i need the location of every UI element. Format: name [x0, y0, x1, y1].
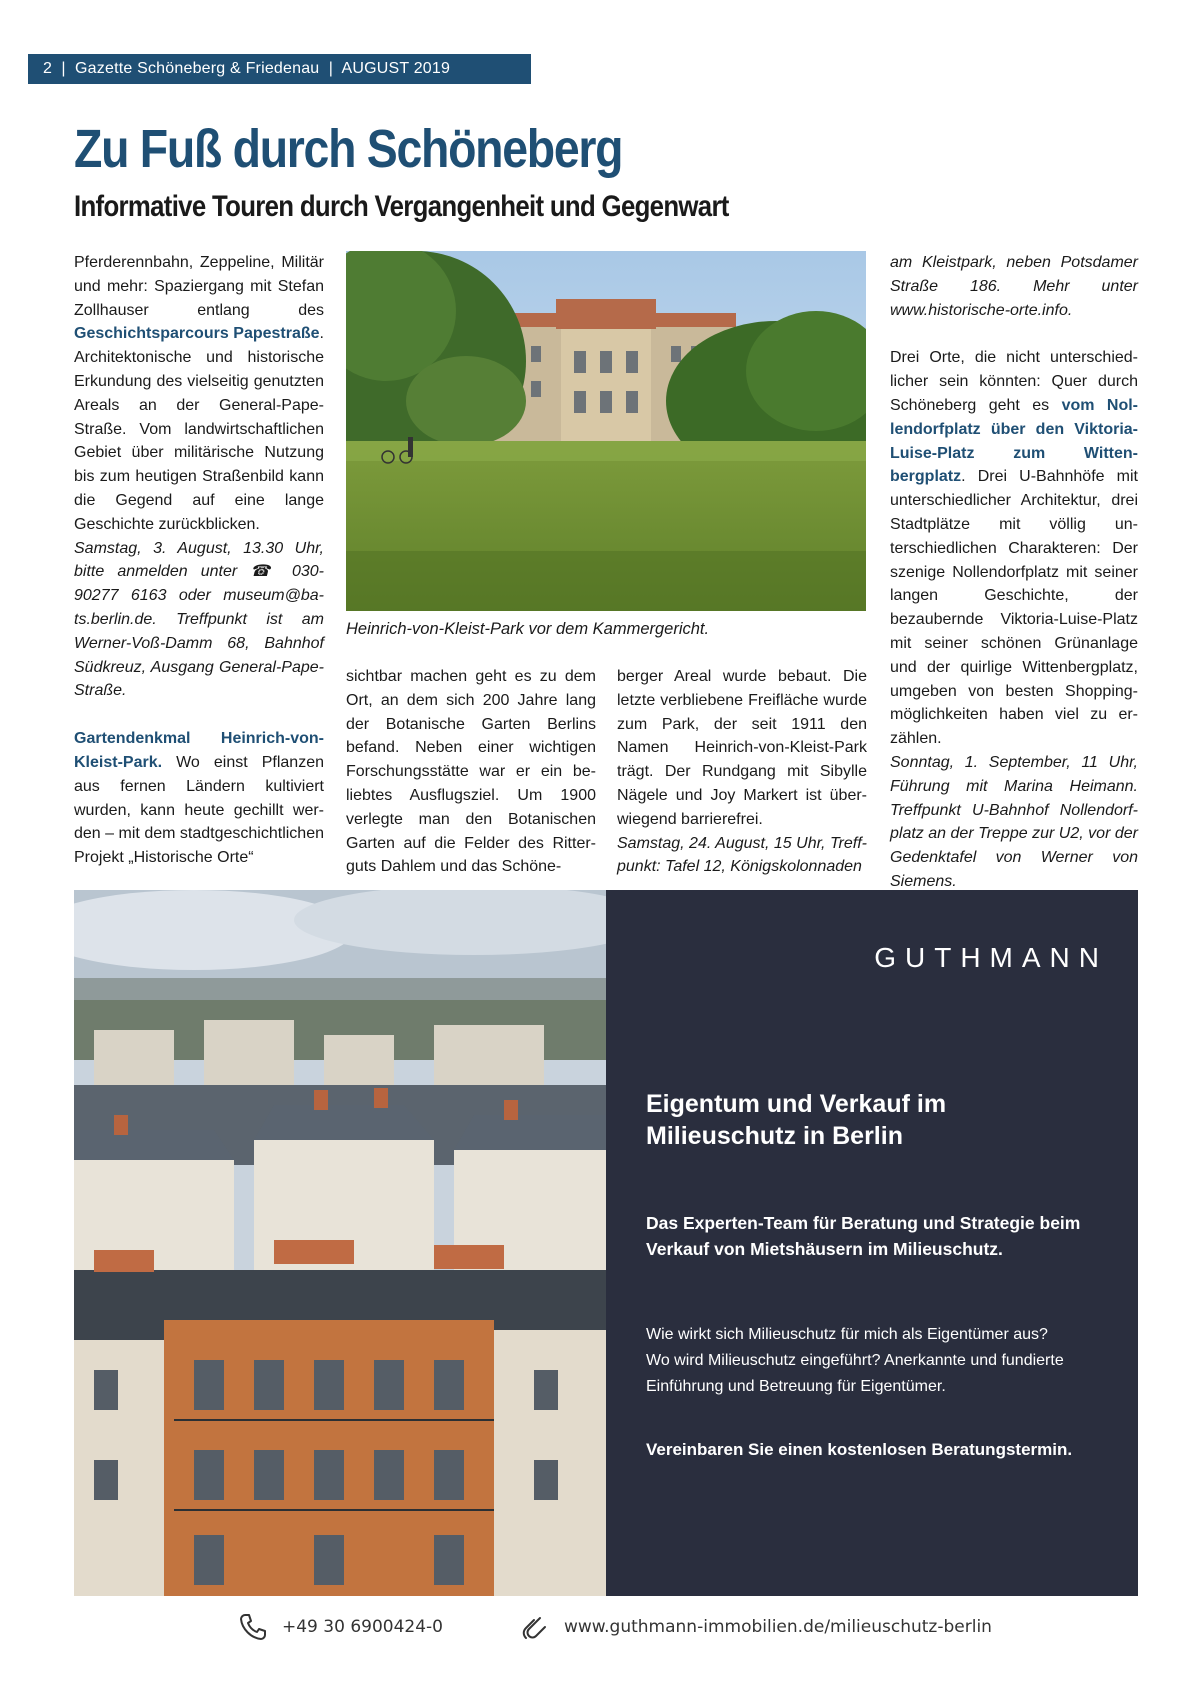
ad-text-panel	[606, 890, 1138, 1596]
event-info-papestrasse: Samstag, 3. August, 13.30 Uhr, bitte anmelden unter ☎ 030-90277 6163 oder museum@bats.berlin.de. Treffpunkt ist am Werner-Voß-Damm 68, Bahnhof Südkreuz, Ausgang General-Pape-Straße.	[74, 539, 324, 700]
page-header-text: 2 | Gazette Schöneberg & Friedenau | AUGUST 2019	[43, 60, 451, 77]
guthmann-advertisement	[74, 890, 1138, 1596]
article-title: Zu Fuß durch Schöneberg	[74, 119, 623, 179]
ad-phone-contact[interactable]	[238, 1607, 443, 1647]
event-info-kleistpark: Samstag, 24. August, 15 Uhr, Treffpunkt: Tafel 12, Königskolonnaden	[617, 834, 867, 876]
event-info-kleistpark-cont: am Kleistpark, neben Potsdamer Straße 186. Mehr unter www.historische-orte.info.	[890, 254, 1138, 319]
park-photo-illustration	[346, 251, 866, 611]
ad-rooftops-illustration	[74, 890, 606, 1596]
event-info-plaetze: Sonntag, 1. September, 11 Uhr, Führung mit Marina Heimann. Treffpunkt U-Bahnhof Nollendorfplatz an der Treppe zur U2, vor der Gedenktafel von Werner von Siemens.	[890, 753, 1138, 890]
page-header-bar	[28, 54, 531, 84]
paragraph-kleistpark-cont: sichtbar machen geht es zu dem Ort, an dem sich 200 Jahre lang der Botanische Garten Berlins befand. Neben einer wichtigen Forschungsstätte war er ein beliebtes Ausflugsziel. Um 1900 verlegte man den Botanischen Garten auf die Felder des Ritterguts Dahlem und das Schöne-	[346, 668, 596, 876]
ad-body-text: Wie wirkt sich Milieuschutz für mich als Eigentümer aus? Wo wird Milieuschutz eingeführt? Anerkannte und fundierte Einführung und Betreuung für Eigentümer.	[646, 1326, 1064, 1395]
photo-caption: Heinrich-von-Kleist-Park vor dem Kammergericht.	[346, 620, 710, 638]
article-column-3	[617, 665, 867, 879]
paperclip-icon	[520, 1612, 550, 1642]
ad-website-url: www.guthmann-immobilien.de/milieuschutz-berlin	[564, 1617, 992, 1637]
ad-subheadline: Das Experten-Team für Beratung und Strategie beim Verkauf von Mietshäusern im Milieuschutz.	[646, 1213, 1081, 1259]
ad-headline: Eigentum und Verkauf im Milieuschutz in Berlin	[646, 1090, 947, 1150]
ad-call-to-action: Vereinbaren Sie einen kostenlosen Beratungstermin.	[646, 1440, 1073, 1459]
highlight-kleistpark: Gartendenkmal Heinrich-von-Kleist-Park.	[74, 730, 324, 771]
highlight-papestrasse: Geschichtsparcours Papestraße	[74, 325, 320, 343]
phone-icon	[238, 1612, 268, 1642]
article-column-2	[346, 665, 596, 879]
paragraph-kleistpark-end: berger Areal wurde bebaut. Die letzte verbliebene Freifläche wurde zum Park, der seit 1911 den Namen Heinrich-von-Kleist-Park trägt. Der Rundgang mit Sibylle Nägele und Joy Markert ist überwiegend barrierefrei.	[617, 668, 867, 828]
highlight-plaetze: vom Nollendorfplatz über den Viktoria-Luise-Platz zum Wittenbergplatz	[890, 396, 1138, 486]
article-column-1	[74, 251, 324, 870]
paragraph-kleistpark: Gartendenkmal Heinrich-von-Kleist-Park. Wo einst Pflanzen aus fernen Ländern kultiviert wurden, kann heute gechillt werden – mit dem stadtgeschichtlichen Projekt „Historische Orte“	[74, 730, 324, 867]
ad-phone-number: +49 30 6900424-0	[282, 1617, 443, 1637]
paragraph-plaetze: Drei Orte, die nicht unterschiedlicher sein könnten: Quer durch Schöneberg geht es vom Nollendorfplatz über den Viktoria-Luise-Platz zum Wittenbergplatz. Drei U-Bahnhöfe mit unterschiedlicher Architektur, drei Stadtplätze mit völlig unterschiedlichen Charakteren: Der szenige Nollendorfplatz mit seiner langen Geschichte, der bezaubernde Viktoria-Luise-Platz mit seiner schönen Grünanlage und der quirlige Wittenbergplatz, umgeben von besten Shoppingmöglichkeiten haben viel zu erzählen.	[890, 349, 1138, 748]
ad-rooftops-photo	[74, 890, 606, 1596]
paragraph-papestrasse: Pferderennbahn, Zeppeline, Militär und mehr: Spaziergang mit Stefan Zollhauser entlang des Geschichtsparcours Papestraße. Architektonische und historische Erkundung des vielseitig genutzten Areals an der General-Pape-Straße. Vom landwirtschaftlichen Gebiet über militärische Nutzung bis zum heutigen Straßenbild kann die Gegend auf eine lange Geschichte zurückblicken.	[74, 254, 324, 533]
guthmann-logo: GUTHMANN	[874, 942, 1108, 973]
ad-website-link[interactable]	[520, 1607, 992, 1647]
article-subtitle: Informative Touren durch Vergangenheit und Gegenwart	[74, 190, 729, 223]
park-photo	[346, 251, 866, 611]
article-column-4	[890, 251, 1138, 894]
